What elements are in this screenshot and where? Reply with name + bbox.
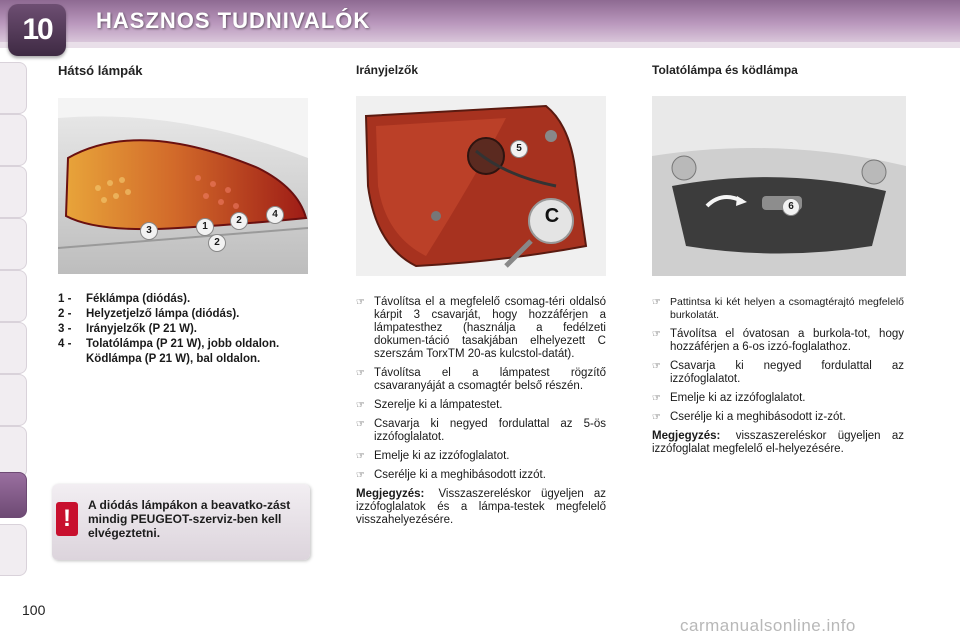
exclamation-icon: ! [56,502,78,536]
section-title-turn-signals: Irányjelzők [356,63,419,77]
pointing-hand-icon: ☞ [652,393,661,404]
side-tab[interactable] [0,114,27,166]
side-tab-active[interactable] [0,472,27,518]
rear-lights-photo [58,98,308,274]
pointing-hand-icon: ☞ [652,329,661,340]
note-paragraph: Megjegyzés: Visszaszereléskor ügyeljen az izzófoglalatok és a lámpa-testek megfelelő visszahelyezésére. [356,488,606,526]
turn-signal-illustration [356,96,606,276]
list-item: ☞ Csavarja ki negyed fordulattal az izzófoglalatot. [652,360,904,385]
list-item: ☞ Távolítsa el óvatosan a burkola-tot, hogy hozzáférjen a 6-os izzó-foglalathoz. [652,328,904,353]
callout-1: 1 [196,218,214,236]
list-item: ☞ Távolítsa el a lámpatest rögzítő csavaranyáját a csomagtér belső részén. [356,367,606,392]
side-tab[interactable] [0,270,27,322]
section-title-rear-lights: Hátsó lámpák [58,63,143,78]
callout-4: 4 [266,206,284,224]
list-item: ☞ Cserélje ki a meghibásodott izzót. [356,469,546,481]
legend-item: 4 - Tolatólámpa (P 21 W), jobb oldalon. Ködlámpa (P 21 W), bal oldalon. [58,338,280,365]
list-item: ☞ Csavarja ki negyed fordulattal az 5-ös izzófoglalatot. [356,418,606,443]
callout-2-lower: 2 [208,234,226,252]
callout-3: 3 [140,222,158,240]
pointing-hand-icon: ☞ [356,368,365,379]
list-item: ☞ Pattintsa ki két helyen a csomagtérajtó megfelelő burkolatát. [652,296,904,321]
rear-lights-legend [58,292,308,367]
pointing-hand-icon: ☞ [356,470,365,481]
turn-signal-photo [356,96,606,276]
pointing-hand-icon: ☞ [652,412,661,423]
list-item: ☞ Cserélje ki a meghibásodott iz-zót. [652,411,846,423]
list-item: ☞ Emelje ki az izzófoglalatot. [356,450,510,462]
side-tab[interactable] [0,322,27,374]
callout-5: 5 [510,140,528,158]
watermark: carmanualsonline.info [680,616,856,635]
boot-lid-photo [652,96,906,276]
side-tab[interactable] [0,166,27,218]
page-number: 100 [22,602,46,618]
rear-light-illustration [58,98,308,274]
turn-signal-steps [356,296,606,527]
pointing-hand-icon: ☞ [356,297,365,308]
list-item: ☞ Emelje ki az izzófoglalatot. [652,392,806,404]
pointing-hand-icon: ☞ [652,297,661,308]
legend-item: 3 - Irányjelzők (P 21 W). [58,323,197,335]
header-band [0,42,960,48]
tool-c-label: C [544,205,560,227]
notice-text: A diódás lámpákon a beavatko-zást mindig PEUGEOT-szerviz-ben kell elvégeztetni. [88,498,291,540]
chapter-title: HASZNOS TUDNIVALÓK [96,8,371,33]
pointing-hand-icon: ☞ [652,361,661,372]
pointing-hand-icon: ☞ [356,419,365,430]
reversing-lamp-steps [652,296,904,456]
legend-item: 2 - Helyzetjelző lámpa (diódás). [58,308,240,320]
side-tab[interactable] [0,524,27,576]
side-tab[interactable] [0,426,27,478]
side-tab[interactable] [0,62,27,114]
led-service-notice [52,484,310,560]
pointing-hand-icon: ☞ [356,400,365,411]
callout-6: 6 [782,198,800,216]
side-tab[interactable] [0,218,27,270]
list-item: ☞ Távolítsa el a megfelelő csomag-téri oldalsó kárpit 3 csavarját, hogy hozzáférjen a lámpatesthez (használja a fedélzeti dokumen-táció tasakjában elhelyezett C szerszám TorxTM 20-as kulcstol-datát). [356,296,606,360]
pointing-hand-icon: ☞ [356,451,365,462]
boot-lid-illustration [652,96,906,276]
legend-item: 1 - Féklámpa (diódás). [58,293,191,305]
note-paragraph: Megjegyzés: visszaszereléskor ügyeljen az izzófoglalat megfelelő el-helyezésére. [652,430,904,455]
section-title-reversing-fog-lamp: Tolatólámpa és ködlámpa [652,63,798,77]
callout-2: 2 [230,212,248,230]
list-item: ☞ Szerelje ki a lámpatestet. [356,399,503,411]
chapter-number-badge: 10 [8,4,66,56]
chapter-side-tabs [0,62,30,582]
side-tab[interactable] [0,374,27,426]
